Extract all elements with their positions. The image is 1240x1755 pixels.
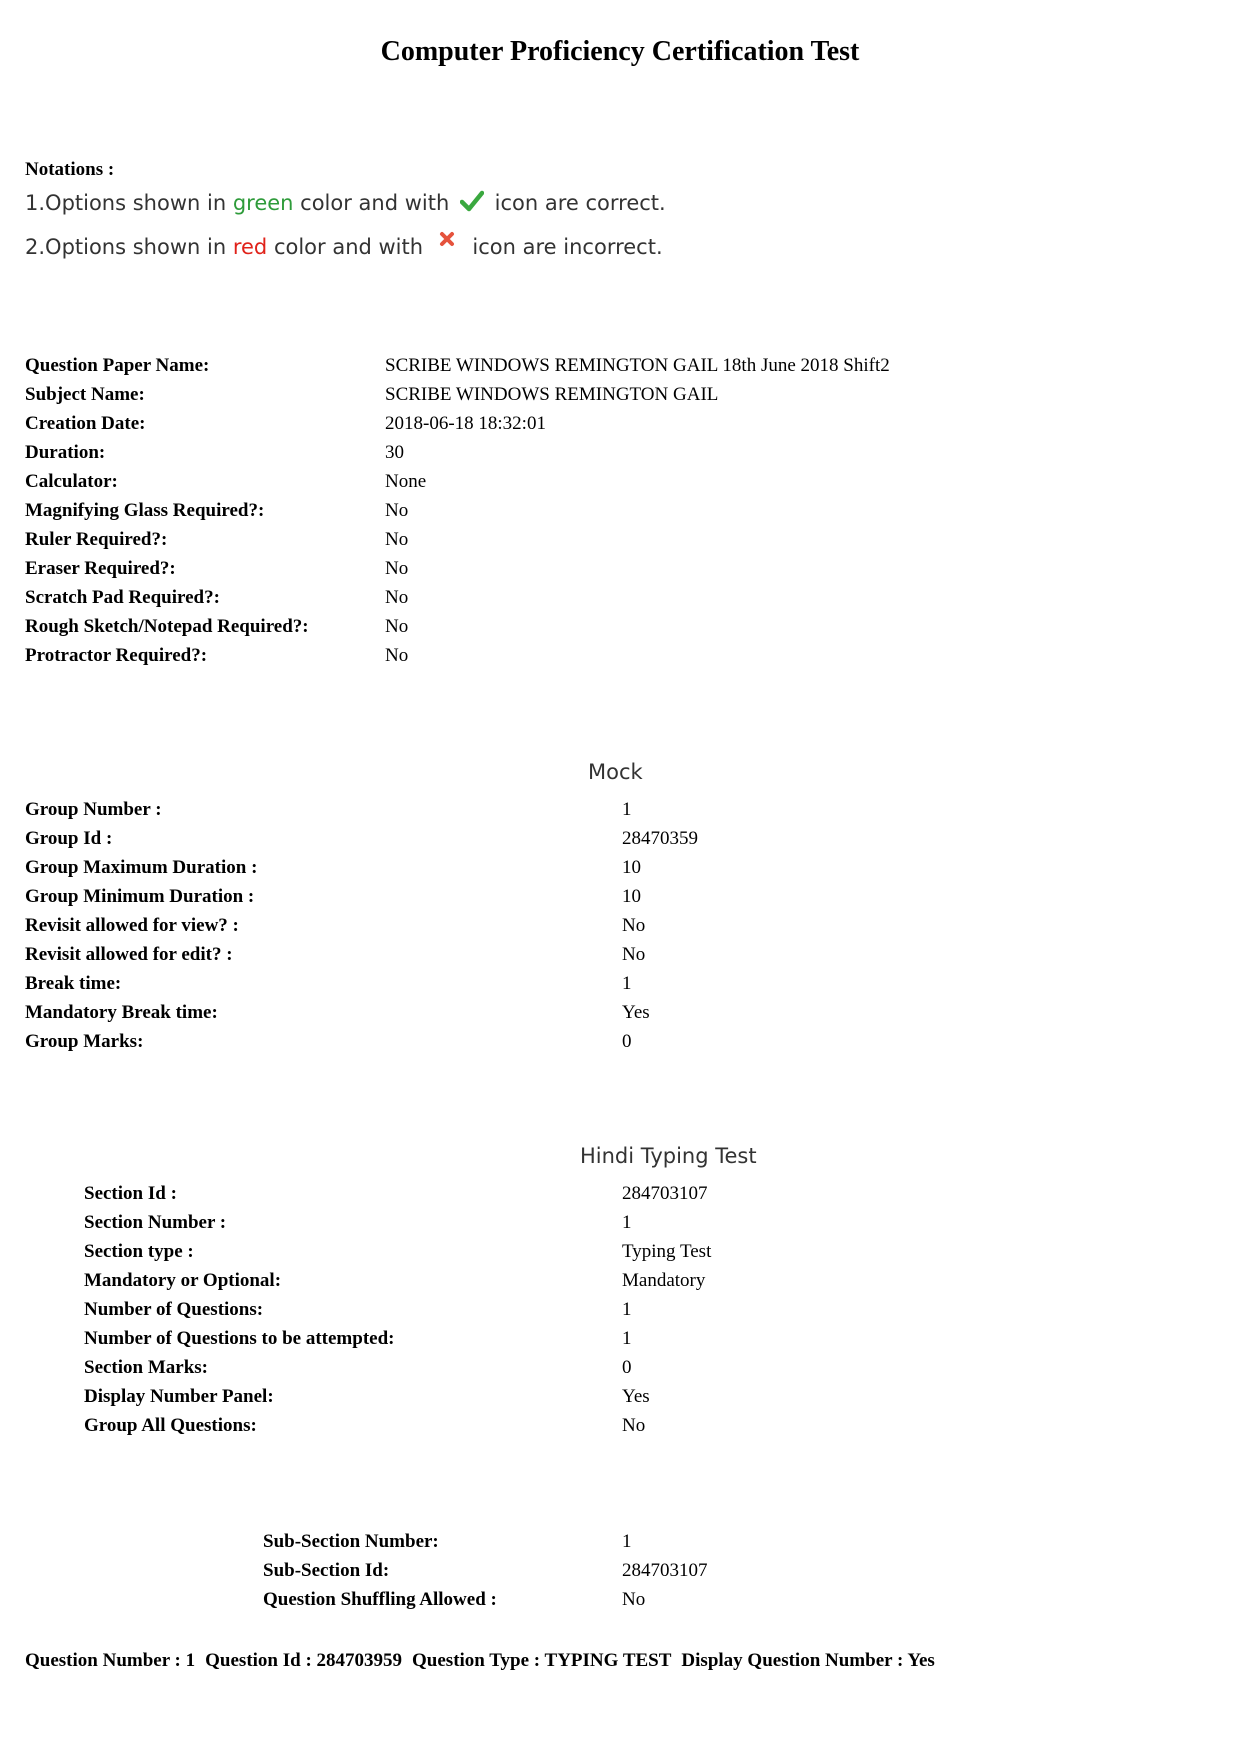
info-label: Protractor Required?: (25, 645, 208, 666)
question-number: Question Number : 1 (25, 1650, 196, 1671)
notation-text: icon are incorrect. (465, 235, 663, 259)
notations-label: Notations : (25, 159, 115, 180)
group-row (25, 1027, 1175, 1056)
notation-text: 1.Options shown in (25, 191, 233, 215)
subsection-row (263, 1556, 1163, 1585)
info-value: None (385, 471, 427, 492)
notation-text: color and with (293, 191, 456, 215)
group-label: Revisit allowed for edit? : (25, 944, 233, 965)
section-label: Mandatory or Optional: (84, 1270, 282, 1291)
notation-text: color and with (267, 235, 430, 259)
section-value: No (622, 1415, 646, 1436)
section-label: Display Number Panel: (84, 1386, 274, 1407)
document-title: Computer Proficiency Certification Test (380, 36, 860, 67)
notation-color-word: green (232, 191, 294, 215)
section-info (84, 1179, 1184, 1440)
info-value: No (385, 529, 409, 550)
info-row (25, 409, 1175, 438)
group-label: Mandatory Break time: (25, 1002, 218, 1023)
group-label: Group Maximum Duration : (25, 857, 258, 878)
group-label: Group Number : (25, 799, 162, 820)
subsection-row (263, 1585, 1163, 1614)
subsection-row (263, 1527, 1163, 1556)
info-label: Subject Name: (25, 384, 145, 405)
info-row (25, 525, 1175, 554)
info-value: No (385, 645, 409, 666)
group-heading: Mock (588, 760, 643, 784)
info-row (25, 496, 1175, 525)
group-value: 0 (622, 1031, 632, 1052)
info-row (25, 554, 1175, 583)
group-value: 1 (622, 973, 632, 994)
section-row (84, 1411, 1184, 1440)
info-row (25, 583, 1175, 612)
info-label: Duration: (25, 442, 106, 463)
subsection-value: 1 (622, 1531, 632, 1552)
info-label: Rough Sketch/Notepad Required?: (25, 616, 309, 637)
group-row (25, 998, 1175, 1027)
section-value: Yes (622, 1386, 650, 1407)
section-value: 284703107 (622, 1183, 708, 1204)
info-label: Ruler Required?: (25, 529, 168, 550)
notation-color-word: red (232, 235, 268, 259)
section-row (84, 1179, 1184, 1208)
section-value: 0 (622, 1357, 632, 1378)
subsection-value: 284703107 (622, 1560, 708, 1581)
info-row (25, 467, 1175, 496)
info-value: No (385, 587, 409, 608)
group-value: 10 (622, 857, 641, 878)
group-value: No (622, 915, 646, 936)
group-row (25, 795, 1175, 824)
display-question-number: Display Question Number : Yes (681, 1650, 935, 1671)
section-value: Typing Test (622, 1241, 712, 1262)
group-info (25, 795, 1175, 1056)
subsection-label: Sub-Section Number: (263, 1531, 439, 1552)
info-value: No (385, 616, 409, 637)
group-value: 10 (622, 886, 641, 907)
section-label: Number of Questions to be attempted: (84, 1328, 395, 1349)
section-value: 1 (622, 1328, 632, 1349)
subsection-label: Sub-Section Id: (263, 1560, 390, 1581)
subsection-value: No (622, 1589, 646, 1610)
group-label: Group Id : (25, 828, 113, 849)
info-row (25, 641, 1175, 670)
section-label: Section type : (84, 1241, 194, 1262)
notation-incorrect (25, 229, 663, 259)
info-value: No (385, 500, 409, 521)
section-heading: Hindi Typing Test (580, 1144, 757, 1168)
section-row (84, 1237, 1184, 1266)
group-row (25, 853, 1175, 882)
check-icon (460, 190, 484, 212)
group-value: 1 (622, 799, 632, 820)
section-label: Section Number : (84, 1212, 227, 1233)
info-label: Scratch Pad Required?: (25, 587, 220, 608)
info-label: Question Paper Name: (25, 355, 210, 376)
section-value: 1 (622, 1299, 632, 1320)
subsection-info (263, 1527, 1163, 1614)
section-row (84, 1353, 1184, 1382)
info-row (25, 351, 1175, 380)
section-value: Mandatory (622, 1270, 706, 1291)
info-label: Eraser Required?: (25, 558, 176, 579)
info-value: 30 (385, 442, 404, 463)
info-value: SCRIBE WINDOWS REMINGTON GAIL 18th June 2018 Shift2 (385, 355, 890, 376)
group-label: Group Marks: (25, 1031, 144, 1052)
section-label: Group All Questions: (84, 1415, 257, 1436)
info-row (25, 438, 1175, 467)
info-label: Creation Date: (25, 413, 146, 434)
group-row (25, 911, 1175, 940)
info-label: Calculator: (25, 471, 118, 492)
section-row (84, 1208, 1184, 1237)
question-id: Question Id : 284703959 (205, 1650, 403, 1671)
group-row (25, 824, 1175, 853)
info-value: 2018-06-18 18:32:01 (385, 413, 546, 434)
group-value: Yes (622, 1002, 650, 1023)
group-row (25, 940, 1175, 969)
group-label: Break time: (25, 973, 122, 994)
info-value: SCRIBE WINDOWS REMINGTON GAIL (385, 384, 719, 405)
section-label: Section Marks: (84, 1357, 209, 1378)
notation-text: icon are correct. (487, 191, 666, 215)
question-header (25, 1650, 935, 1672)
paper-info (25, 351, 1175, 670)
subsection-label: Question Shuffling Allowed : (263, 1589, 497, 1610)
group-value: No (622, 944, 646, 965)
group-label: Group Minimum Duration : (25, 886, 255, 907)
info-label: Magnifying Glass Required?: (25, 500, 265, 521)
info-row (25, 612, 1175, 641)
group-row (25, 969, 1175, 998)
question-type: Question Type : TYPING TEST (412, 1650, 672, 1671)
info-row (25, 380, 1175, 409)
section-value: 1 (622, 1212, 632, 1233)
group-value: 28470359 (622, 828, 698, 849)
section-label: Number of Questions: (84, 1299, 264, 1320)
group-label: Revisit allowed for view? : (25, 915, 239, 936)
section-row (84, 1295, 1184, 1324)
notation-correct (25, 190, 666, 215)
cross-icon (438, 229, 456, 247)
section-row (84, 1266, 1184, 1295)
section-row (84, 1382, 1184, 1411)
section-label: Section Id : (84, 1183, 177, 1204)
info-value: No (385, 558, 409, 579)
notation-text: 2.Options shown in (25, 235, 233, 259)
group-row (25, 882, 1175, 911)
section-row (84, 1324, 1184, 1353)
